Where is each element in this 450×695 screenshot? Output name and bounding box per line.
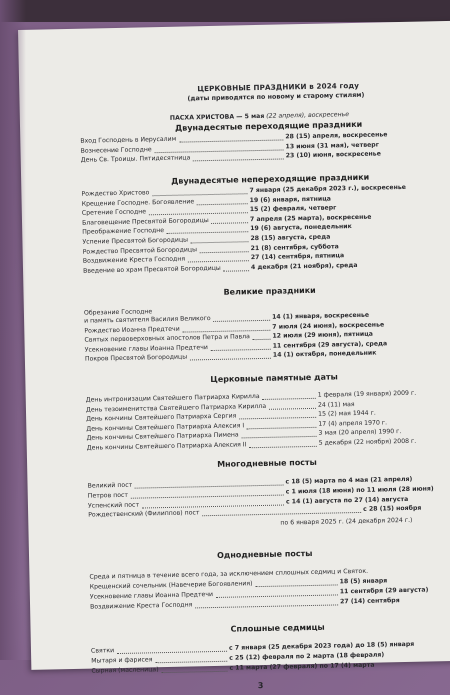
dot-leader: [253, 339, 271, 340]
section-heading-great: Великие праздники: [223, 285, 316, 297]
entry-date: 14 (1) января, воскресенье: [271, 311, 370, 321]
entry-name: Сретение Господне: [81, 208, 147, 217]
entry-date: с 28 (15) ноября: [363, 505, 422, 514]
dot-leader: [195, 604, 338, 608]
entry-name: Мытаря и фарисея: [91, 656, 153, 665]
entry-name: Воздвижение Креста Господня: [90, 601, 193, 611]
dot-leader: [155, 661, 227, 664]
dot-leader: [149, 212, 248, 215]
dot-leader: [179, 139, 283, 142]
entry-date: 15 (2) мая 1944 г.: [318, 409, 376, 418]
easter-rest: (22 апреля), воскресенье: [264, 111, 350, 120]
dot-leader: [117, 651, 227, 654]
dot-leader: [262, 398, 316, 400]
dot-leader: [216, 594, 338, 598]
page-title: ЦЕРКОВНЫЕ ПРАЗДНИКИ в 2024 году: [197, 80, 360, 94]
entry-name: Благовещение Пресвятой Богородицы: [81, 216, 209, 227]
page-shadow: [0, 0, 26, 660]
dot-leader: [223, 270, 249, 272]
easter-label: ПАСХА ХРИСТОВА —: [169, 113, 245, 122]
page-number: 3: [257, 681, 264, 691]
dot-leader: [213, 320, 270, 322]
entry-name: Крещенский сочельник (Навечерие Богоявления): [89, 580, 253, 591]
entry-date: 14 (1) октября, понедельник: [272, 349, 377, 360]
entry-date: 27 (14) сентября: [339, 596, 400, 605]
entry-date: 24 (11) мая: [317, 400, 355, 409]
entry-date: с 25 (12) февраля по 2 марта (18 февраля): [229, 651, 385, 662]
entry-name: Преображение Господне: [82, 227, 165, 237]
entry-date: 13 июня (31 мая), четверг: [285, 140, 380, 150]
entry-date: 7 января (25 декабря 2023 г.), воскресенье: [249, 183, 407, 195]
dot-leader: [211, 222, 248, 224]
book-page: [18, 21, 450, 691]
dot-leader: [190, 358, 271, 361]
entry-date: 11 сентября (29 августа): [339, 586, 429, 596]
dot-leader: [256, 584, 338, 587]
dot-leader: [155, 149, 284, 153]
entry-date: 19 (6) августа, понедельник: [250, 223, 352, 233]
section-heading-fasts: Многодневные посты: [217, 457, 317, 469]
dot-leader: [202, 512, 361, 516]
entry-date: 7 апреля (25 марта), воскресенье: [249, 213, 372, 223]
entry-name: Рождество Иоанна Предтечи: [84, 325, 180, 335]
entry-name: День тезоименитства Святейшего Патриарха Кирилла: [85, 402, 267, 414]
dot-leader: [188, 260, 249, 262]
entry-name: Сырная (масленица): [91, 666, 159, 675]
dot-leader: [200, 251, 249, 253]
dot-leader: [269, 407, 316, 409]
dot-leader: [249, 446, 317, 448]
entry-date: 4 декабря (21 ноября), среда: [250, 261, 358, 271]
entry-name: День Св. Троицы. Пятидесятница: [80, 154, 191, 164]
dot-leader: [246, 427, 316, 429]
fast-tail-line: по 6 января 2025 г. (24 декабря 2024 г.): [280, 516, 413, 527]
entry-name: Вознесение Господне: [80, 145, 152, 155]
entry-name: Успение Пресвятой Богородицы: [82, 236, 189, 246]
entry-date: 3 мая (20 апреля) 1990 г.: [318, 428, 402, 438]
entry-name: Введение во храм Пресвятой Богородицы: [82, 264, 221, 275]
entry-date: 7 июля (24 июня), воскресенье: [272, 320, 385, 331]
entry-name: Святки: [90, 647, 115, 655]
dot-leader: [135, 485, 284, 489]
entry-name: Великий пост: [87, 481, 133, 490]
entry-name: Святых первоверховных апостолов Петра и Павла: [84, 333, 250, 344]
section-heading-memorial: Церковные памятные даты: [210, 372, 338, 385]
entry-name: Успенский пост: [87, 501, 140, 510]
entry-date: с 14 (1) августа по 27 (14) августа: [285, 495, 409, 506]
entry-name: День кончины Святейшего Патриарха Алексия I: [86, 422, 245, 433]
entry-date: 18 (5) января: [339, 577, 388, 586]
dot-leader: [166, 232, 248, 235]
section-heading-moving: Двунадесятые переходящие праздники: [174, 119, 363, 133]
entry-name: День кончины Святейшего Патриарха Пимена: [86, 431, 239, 443]
entry-date: 17 (4) апреля 1970 г.: [318, 419, 388, 428]
entry-name: День кончины Святейшего Патриарха Сергия: [86, 412, 237, 423]
entry-date: 28 (15) августа, среда: [250, 233, 331, 243]
dot-leader: [211, 349, 271, 351]
entry-date: 15 (2) февраля, четверг: [249, 204, 337, 214]
entry-name: Рождество Пресвятой Богородицы: [82, 245, 198, 256]
dot-leader: [182, 329, 270, 332]
entry-name: День интронизации Святейшего Патриарха Кирилла: [85, 393, 260, 404]
entry-name: Усекновение главы Иоанна Предтечи: [89, 590, 214, 601]
dot-leader: [142, 504, 284, 508]
entry-name: Рождество Христово: [81, 189, 150, 198]
dot-leader: [190, 241, 248, 243]
entry-date: с 11 марта (27 февраля) по 17 (4) марта: [229, 662, 375, 673]
entry-name: Крещение Господне. Богоявление: [81, 197, 195, 208]
great-first-line: Обрезание Господне: [83, 308, 153, 317]
entry-date: 23 (10) июня, воскресенье: [285, 150, 381, 160]
section-heading-fixed: Двунадесятые непереходящие праздники: [171, 172, 370, 186]
oneday-intro: Среда и пятница в течение всего года, за исключением сплошных седмиц и Святок.: [89, 567, 369, 581]
section-heading-oneday: Однодневные посты: [216, 548, 313, 560]
page-subtitle: (даты приводятся по новому и старому стилям): [187, 90, 365, 103]
entry-date: 28 (15) апреля, воскресенье: [285, 131, 388, 141]
entry-name: Усекновение главы Иоанна Предтечи: [84, 343, 208, 354]
entry-name: Петров пост: [87, 491, 129, 500]
entry-name: Рождественский (Филиппов) пост: [88, 509, 200, 520]
entry-date: с 18 (5) марта по 4 мая (21 апреля): [285, 475, 413, 486]
page-content: [79, 52, 434, 691]
entry-name: и память святителя Василия Великого: [84, 315, 211, 325]
entry-name: Воздвижение Креста Господня: [82, 255, 186, 265]
entry-name: День кончины Святейшего Патриарха Алексия II: [86, 441, 247, 452]
dot-leader: [197, 203, 248, 205]
entry-date: 19 (6) января, пятница: [249, 195, 332, 204]
entry-date: 27 (14) сентября, пятница: [250, 252, 345, 262]
entry-date: с 1 июля (18 июня) по 11 июля (28 июня): [285, 485, 434, 496]
entry-date: 11 сентября (29 августа), среда: [272, 340, 388, 350]
dot-leader: [161, 671, 227, 673]
entry-date: 5 декабря (22 ноября) 2008 г.: [318, 437, 417, 447]
dot-leader: [242, 436, 317, 439]
dot-leader: [152, 193, 247, 196]
dot-leader: [131, 494, 284, 498]
background-top-edge: [0, 0, 450, 22]
section-heading-weeks: Сплошные седмицы: [230, 622, 325, 634]
entry-name: Вход Господень в Иерусалим: [80, 135, 177, 145]
entry-date: 21 (8) сентября, суббота: [250, 242, 339, 252]
dot-leader: [193, 158, 284, 161]
entry-name: Покров Пресвятой Богородицы: [84, 353, 188, 364]
entry-date: с 7 января (25 декабря 2023 года) до 18 (5) января: [228, 640, 415, 652]
dot-leader: [239, 417, 316, 420]
entry-date: 1 февраля (19 января) 2009 г.: [317, 389, 417, 399]
easter-date: 5 мая: [244, 112, 265, 121]
entry-date: 12 июля (29 июня), пятница: [272, 330, 374, 340]
